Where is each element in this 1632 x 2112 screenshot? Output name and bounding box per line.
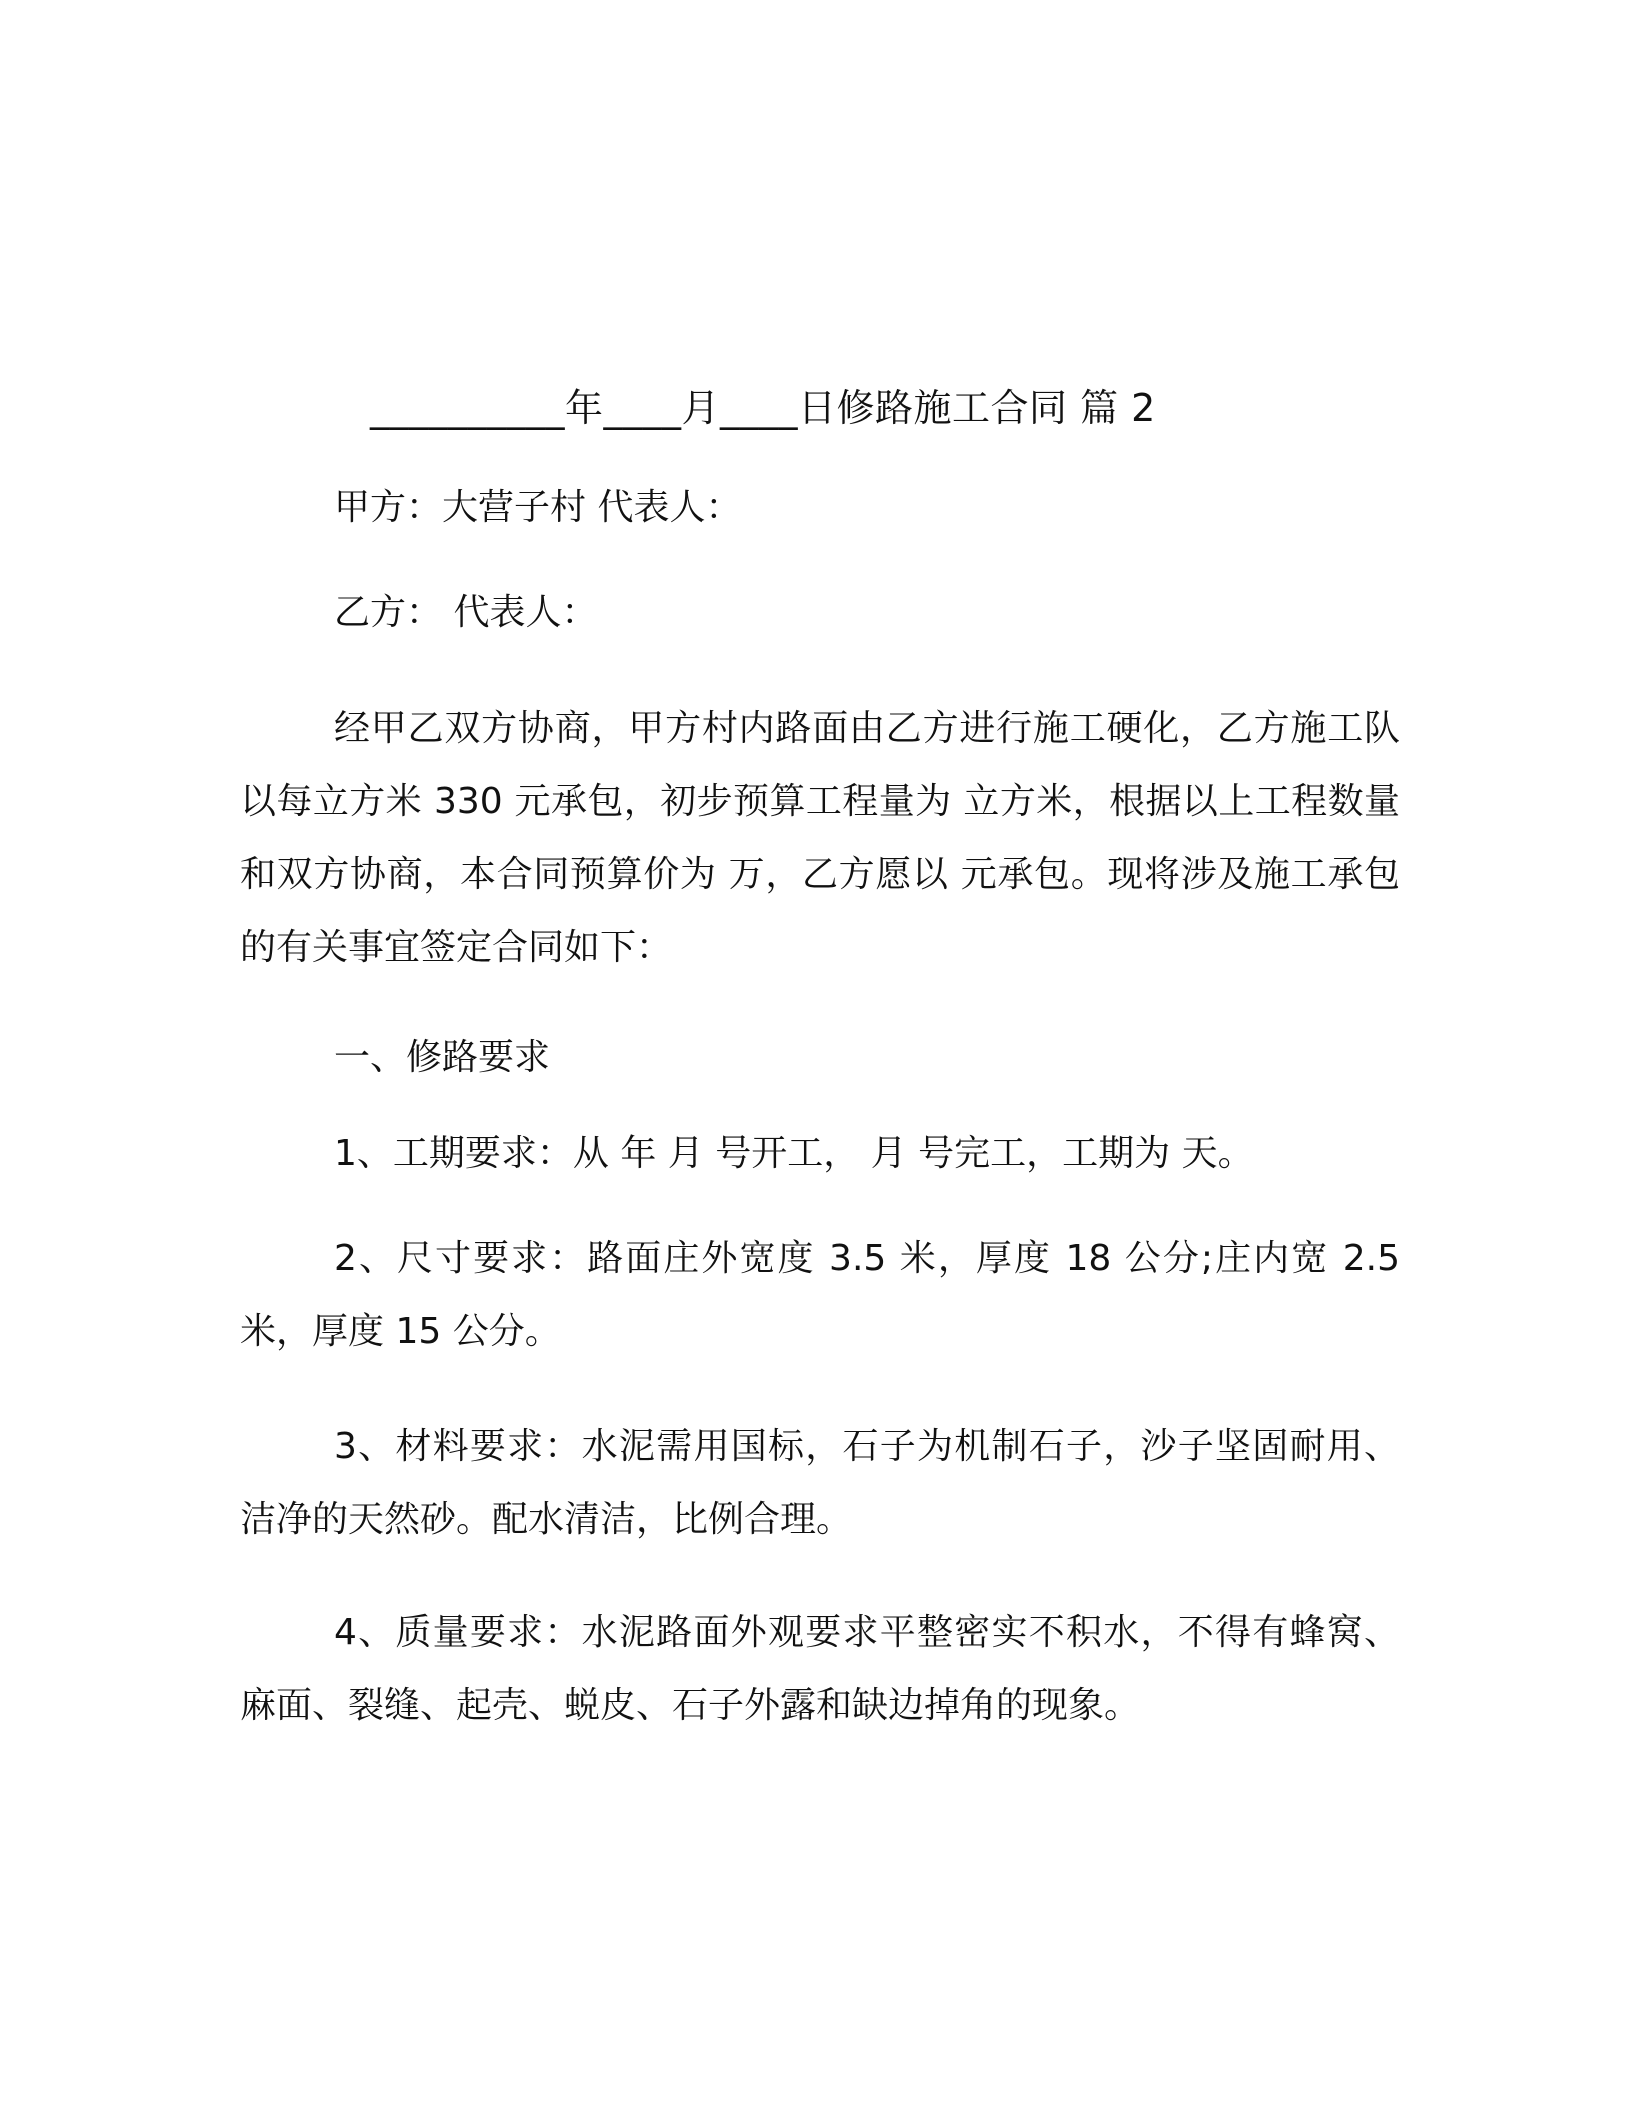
intro-paragraph: 经甲乙双方协商，甲方村内路面由乙方进行施工硬化，乙方施工队以每立方米 330 元承包，初步预算工程量为 立方米，根据以上工程数量和双方协商，本合同预算价为 万，乙方愿以 元承包。现将涉及施工承包的有关事宜签定合同如下： (240, 708, 1400, 968)
document-title: __________年____月____日修路施工合同 篇 2 (370, 386, 1156, 430)
party-a-line: 甲方：大营子村 代表人： (334, 487, 742, 528)
item-dimensions: 2、尺寸要求：路面庄外宽度 3.5 米，厚度 18 公分;庄内宽 2.5 米，厚度 15 公分。 (240, 1238, 1400, 1352)
document-body (240, 380, 1400, 1742)
item-quality: 4、质量要求：水泥路面外观要求平整密实不积水，不得有蜂窝、麻面、裂缝、起壳、蜕皮、石子外露和缺边掉角的现象。 (240, 1612, 1400, 1726)
item-duration: 1、工期要求：从 年 月 号开工， 月 号完工，工期为 天。 (334, 1133, 1254, 1174)
item-materials: 3、材料要求：水泥需用国标，石子为机制石子，沙子坚固耐用、洁净的天然砂。配水清洁，比例合理。 (240, 1426, 1400, 1540)
party-b-line: 乙方： 代表人： (334, 592, 598, 633)
section-heading: 一、修路要求 (334, 1037, 551, 1078)
